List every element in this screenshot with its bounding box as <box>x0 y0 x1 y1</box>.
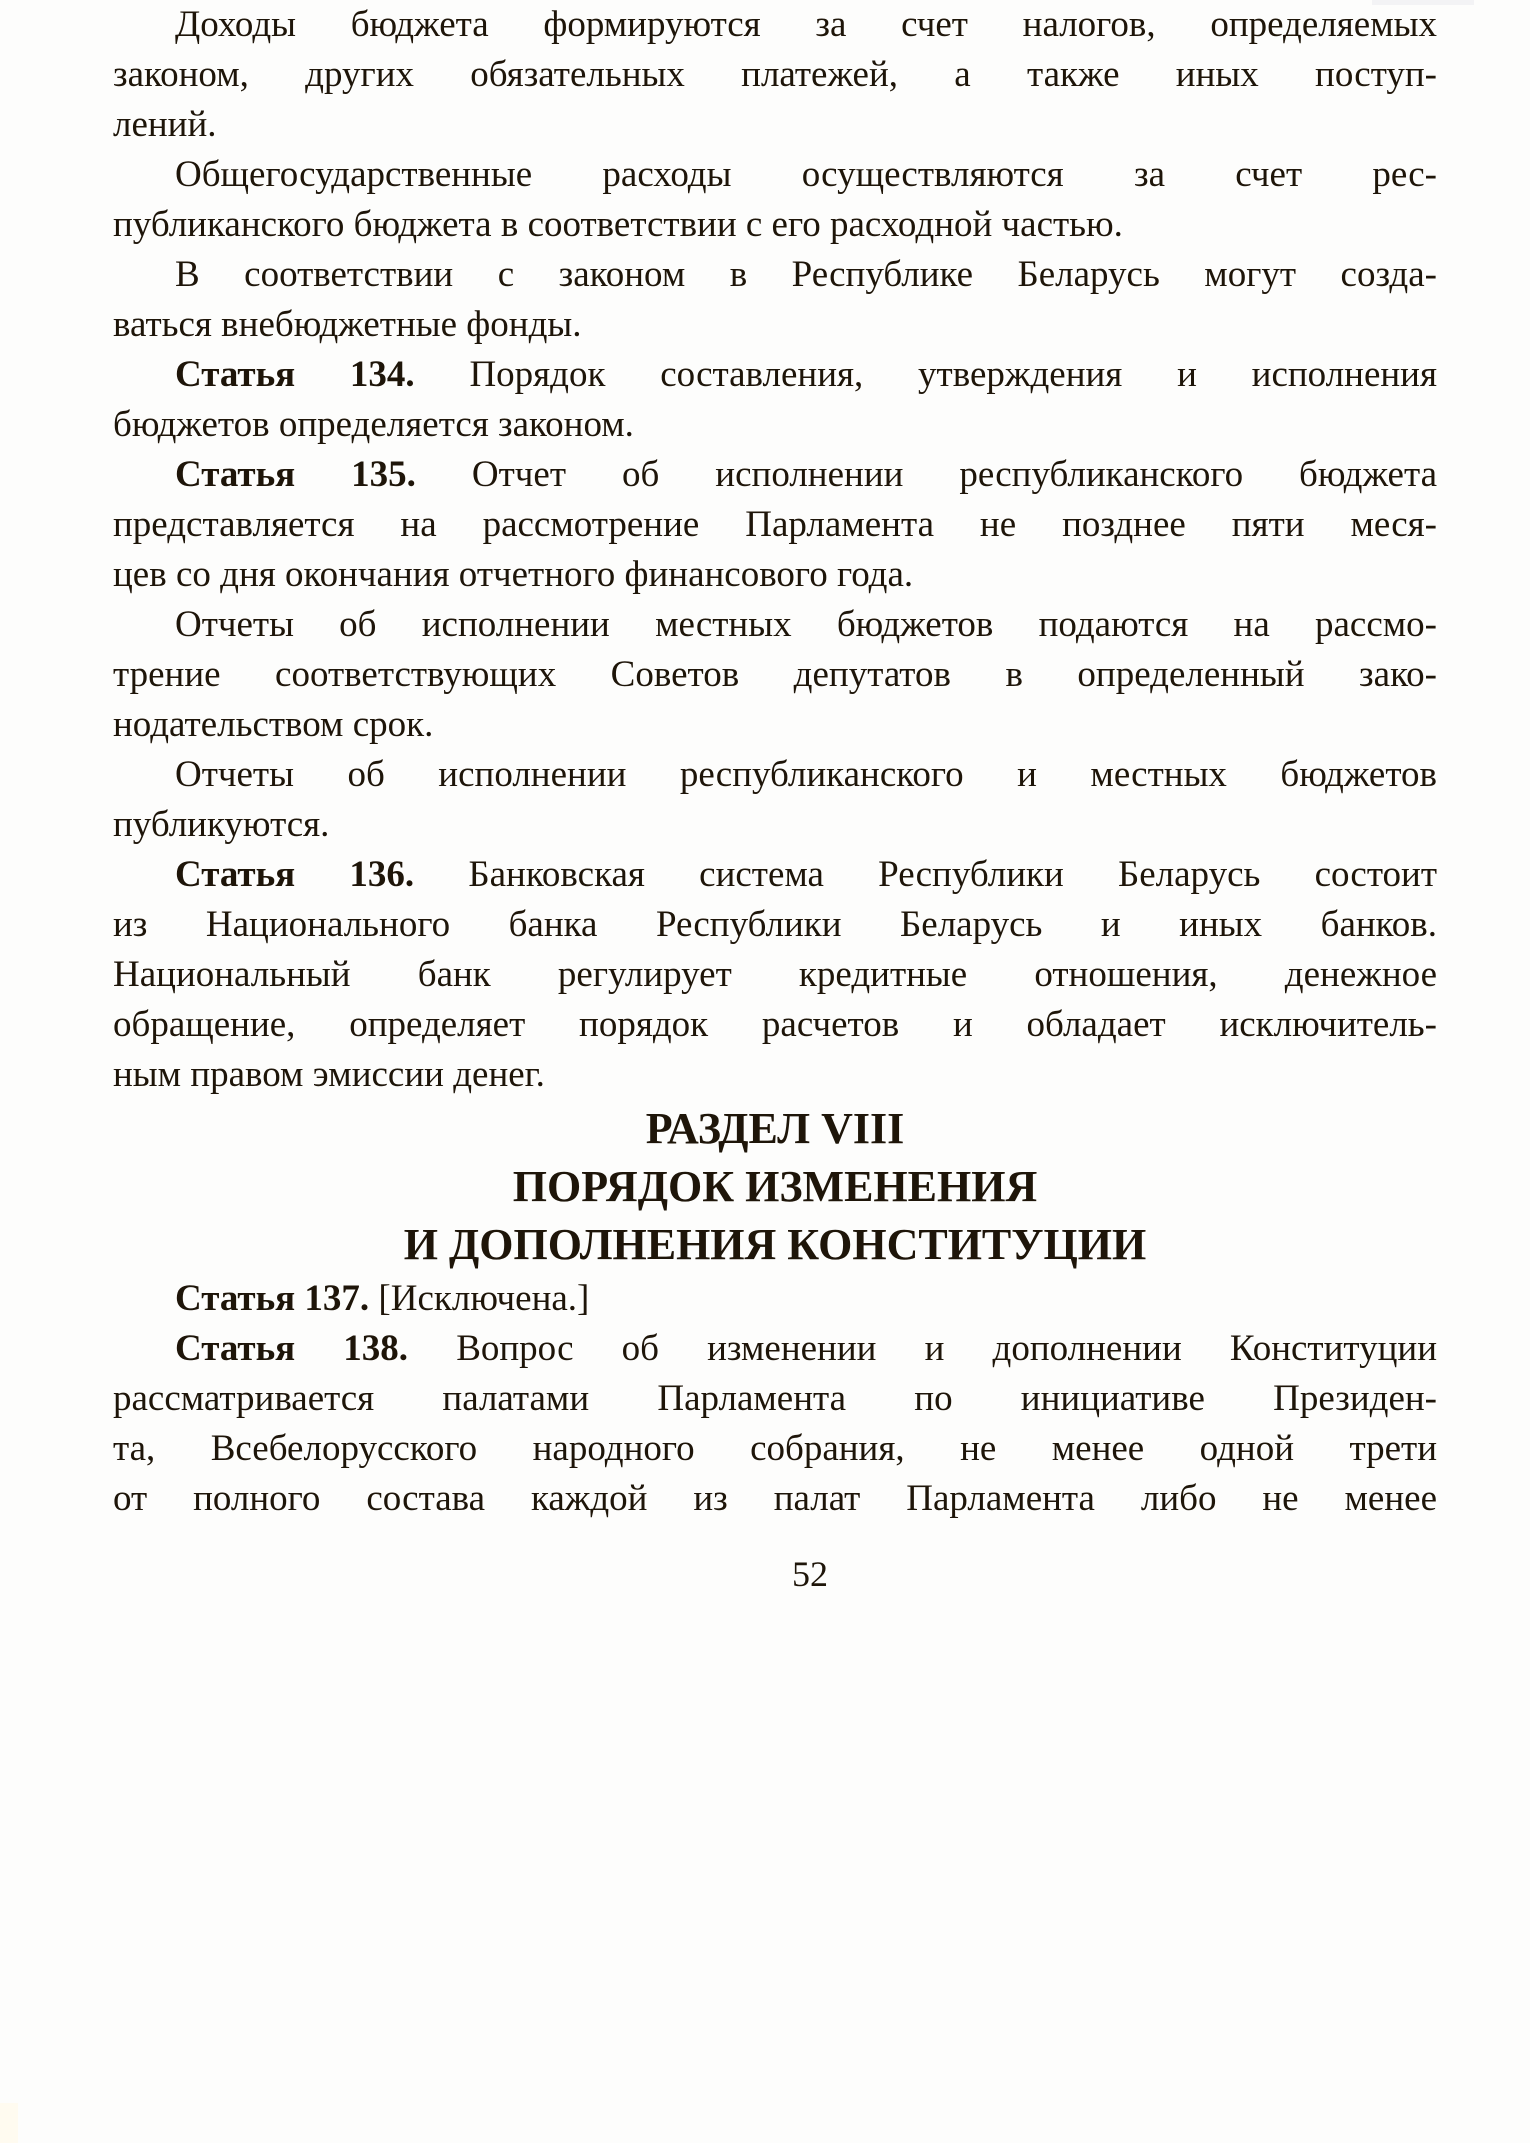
section-title-line-2: И ДОПОЛНЕНИЯ КОНСТИТУЦИИ <box>403 1220 1147 1269</box>
text-line: публиканского бюджета в соответствии с его расходной частью. <box>113 204 1123 245</box>
text-line: бюджетов определяется законом. <box>113 404 634 445</box>
article-138-first-line: Вопрос об изменении и дополнении Конституции <box>456 1328 1437 1369</box>
paragraph-extrabudget-funds <box>113 250 1437 350</box>
section-number-line: РАЗДЕЛ VIII <box>645 1104 905 1153</box>
article-135 <box>113 450 1437 600</box>
text-line: из Национального банка Республики Беларусь и иных банков. <box>113 904 1437 945</box>
text-line: та, Всебелорусского народного собрания, не менее одной трети <box>113 1428 1437 1469</box>
text-line: рассматривается палатами Парламента по инициативе Президен- <box>113 1378 1437 1419</box>
article-134 <box>113 350 1437 450</box>
text-column <box>113 0 1437 1596</box>
text-line: публикуются. <box>113 804 330 845</box>
page-number: 52 <box>792 1554 828 1594</box>
article-135-label: Статья 135. <box>175 454 416 495</box>
paragraph-local-budget-reports <box>113 600 1437 750</box>
article-138 <box>113 1324 1437 1524</box>
text-line: В соответствии с законом в Республике Беларусь могут созда- <box>175 254 1437 295</box>
text-line: ным правом эмиссии денег. <box>113 1054 545 1095</box>
article-137 <box>113 1274 1437 1324</box>
text-line <box>113 850 1437 900</box>
page-footer <box>113 1552 1437 1596</box>
text-line: от полного состава каждой из палат Парламента либо не менее <box>113 1478 1437 1519</box>
text-line <box>113 350 1437 400</box>
text-line: нодательством срок. <box>113 704 434 745</box>
section-title-line-1: ПОРЯДОК ИЗМЕНЕНИЯ <box>512 1162 1038 1211</box>
text-line: Отчеты об исполнении республиканского и местных бюджетов <box>175 754 1437 795</box>
text-line: ваться внебюджетные фонды. <box>113 304 582 345</box>
paragraph-reports-published <box>113 750 1437 850</box>
article-136-first-line: Банковская система Республики Беларусь состоит <box>468 854 1437 895</box>
article-137-text: [Исключена.] <box>378 1278 590 1319</box>
paragraph-budget-revenues <box>113 0 1437 150</box>
article-136 <box>113 850 1437 1100</box>
text-line: обращение, определяет порядок расчетов и обладает исключитель- <box>113 1004 1437 1045</box>
text-line: Доходы бюджета формируются за счет налогов, определяемых <box>175 4 1437 45</box>
paragraph-state-expenses <box>113 150 1437 250</box>
text-line <box>113 1274 1437 1324</box>
article-137-label: Статья 137. <box>175 1278 370 1319</box>
section-viii-heading <box>113 1100 1437 1274</box>
text-line: законом, других обязательных платежей, а также иных поступ- <box>113 54 1437 95</box>
article-136-label: Статья 136. <box>175 854 415 895</box>
text-line: цев со дня окончания отчетного финансового года. <box>113 554 914 595</box>
text-line <box>113 450 1437 500</box>
article-135-first-line: Отчет об исполнении республиканского бюджета <box>471 454 1438 495</box>
text-line: трение соответствующих Советов депутатов в определенный зако- <box>113 654 1437 695</box>
scan-artifact-bottom-left <box>0 2103 18 2143</box>
article-138-label: Статья 138. <box>175 1328 409 1369</box>
text-line <box>113 1324 1437 1374</box>
text-line: представляется на рассмотрение Парламента не позднее пяти меся- <box>113 504 1437 545</box>
article-134-first-line: Порядок составления, утверждения и исполнения <box>469 354 1437 395</box>
text-line: Отчеты об исполнении местных бюджетов подаются на рассмо- <box>175 604 1437 645</box>
text-line: Общегосударственные расходы осуществляются за счет рес- <box>175 154 1437 195</box>
article-134-label: Статья 134. <box>175 354 415 395</box>
text-line: Национальный банк регулирует кредитные отношения, денежное <box>113 954 1437 995</box>
text-line: лений. <box>113 104 217 145</box>
